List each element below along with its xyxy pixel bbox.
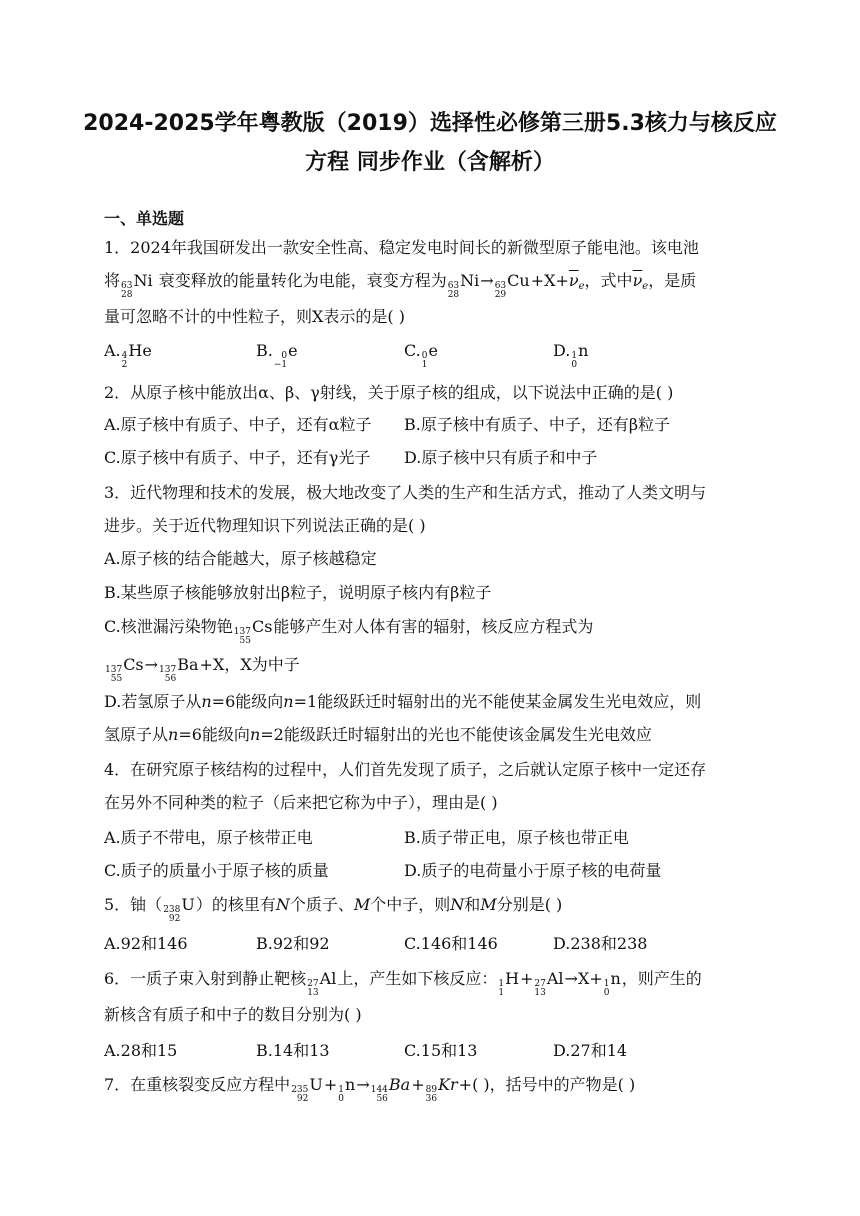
- q1-option-c[interactable]: C. 0 1 e: [404, 341, 438, 370]
- q2-option-d[interactable]: D.原子核中只有质子和中子: [404, 448, 598, 467]
- q4-option-b[interactable]: B.质子带正电，原子核也带正电: [404, 828, 629, 847]
- q5-line-1: 5．铀（ 238 92 U）的核里有N个质子、M个中子，则N和M分别是( ): [104, 895, 563, 924]
- q2-option-b[interactable]: B.原子核中有质子、中子，还有β粒子: [404, 415, 671, 434]
- q6-option-c[interactable]: C.15和13: [404, 1041, 478, 1060]
- q3-option-d-line-1[interactable]: D.若氢原子从n=6能级向n=1能级跃迁时辐射出的光不能使某金属发生光电效应，则: [104, 692, 702, 711]
- q6-option-b[interactable]: B.14和13: [256, 1041, 330, 1060]
- q1-option-b[interactable]: B. 0 −1 e: [256, 341, 298, 370]
- q4-option-c[interactable]: C.质子的质量小于原子核的质量: [104, 861, 329, 880]
- q6-option-d[interactable]: D.27和14: [553, 1041, 628, 1060]
- q1-line-3: 量可忽略不计的中性粒子，则X表示的是( ): [104, 307, 405, 326]
- decay-equation: 63 28 Ni→ 63 29 $Cu+X+\overline{\nu}_e$: [447, 271, 585, 300]
- q3-option-c-line-1[interactable]: C.核泄漏污染物铯 137 55 Cs能够产生对人体有害的辐射，核反应方程式为: [104, 617, 594, 646]
- q5-option-c[interactable]: C.146和146: [404, 934, 498, 953]
- q6-line-2: 新核含有质子和中子的数目分别为( ): [104, 1005, 362, 1024]
- q2-option-a[interactable]: A.原子核中有质子、中子，还有α粒子: [104, 415, 372, 434]
- q1-option-a[interactable]: A. 4 2 He: [104, 341, 152, 370]
- q2-line-1: 2．从原子核中能放出α、β、γ射线，关于原子核的组成，以下说法中正确的是( ): [104, 383, 674, 402]
- document-title: [60, 104, 800, 182]
- title-line-2: 方程 同步作业（含解析）: [305, 150, 555, 175]
- title-line-1: 2024-2025学年粤教版（2019）选择性必修第三册5.3核力与核反应: [83, 111, 777, 136]
- q3-option-d-line-2[interactable]: 氢原子从n=6能级向n=2能级跃迁时辐射出的光也不能使该金属发生光电效应: [104, 725, 652, 744]
- q5-option-a[interactable]: A.92和146: [104, 934, 188, 953]
- q1-line-1: 1．2024年我国研发出一款安全性高、稳定发电时间长的新微型原子能电池。该电池: [104, 238, 699, 257]
- q3-option-b[interactable]: B.某些原子核能够放射出β粒子，说明原子核内有β粒子: [104, 583, 492, 602]
- q5-option-d[interactable]: D.238和238: [553, 934, 648, 953]
- q4-option-a[interactable]: A.质子不带电，原子核带正电: [104, 828, 313, 847]
- q3-option-a[interactable]: A.原子核的结合能越大，原子核越稳定: [104, 549, 377, 568]
- q3-line-1: 3．近代物理和技术的发展，极大地改变了人类的生产和生活方式，推动了人类文明与: [104, 483, 707, 502]
- q5-option-b[interactable]: B.92和92: [256, 934, 330, 953]
- q2-option-c[interactable]: C.原子核中有质子、中子，还有γ光子: [104, 448, 371, 467]
- q1-option-d[interactable]: D. 1 0 n: [553, 341, 589, 370]
- q6-line-1: 6．一质子束入射到静止靶核 27 13 Al上，产生如下核反应： 1 1 H+ 27 13 Al→X+ 1 0 n，则产生的: [104, 969, 702, 998]
- q6-option-a[interactable]: A.28和15: [104, 1041, 178, 1060]
- q4-line-1: 4．在研究原子核结构的过程中，人们首先发现了质子，之后就认定原子核中一定还存: [104, 760, 707, 779]
- q4-line-2: 在另外不同种类的粒子（后来把它称为中子），理由是( ): [104, 793, 498, 812]
- nuclide-ni63: 63 28 Ni: [121, 271, 153, 300]
- q7-line-1: 7．在重核裂变反应方程中 235 92 U+ 1 0 n→ 144 56 Ba+ 89 36 Kr+( )，括号中的产物是( ): [104, 1075, 636, 1104]
- q3-option-c-line-2[interactable]: 137 55 Cs→ 137 56 Ba+X，X为中子: [105, 655, 300, 684]
- section-heading: 一、单选题: [104, 209, 185, 228]
- q4-option-d[interactable]: D.质子的电荷量小于原子核的电荷量: [404, 861, 662, 880]
- q1-line-2: 将 63 28 Ni 衰变释放的能量转化为电能，衰变方程为 63 28 Ni→ 63 29 $Cu+X+\overline{\nu}_e$，式中$\overline{\nu}_e$，是质: [104, 271, 697, 300]
- q3-line-2: 进步。关于近代物理知识下列说法正确的是( ): [104, 516, 426, 535]
